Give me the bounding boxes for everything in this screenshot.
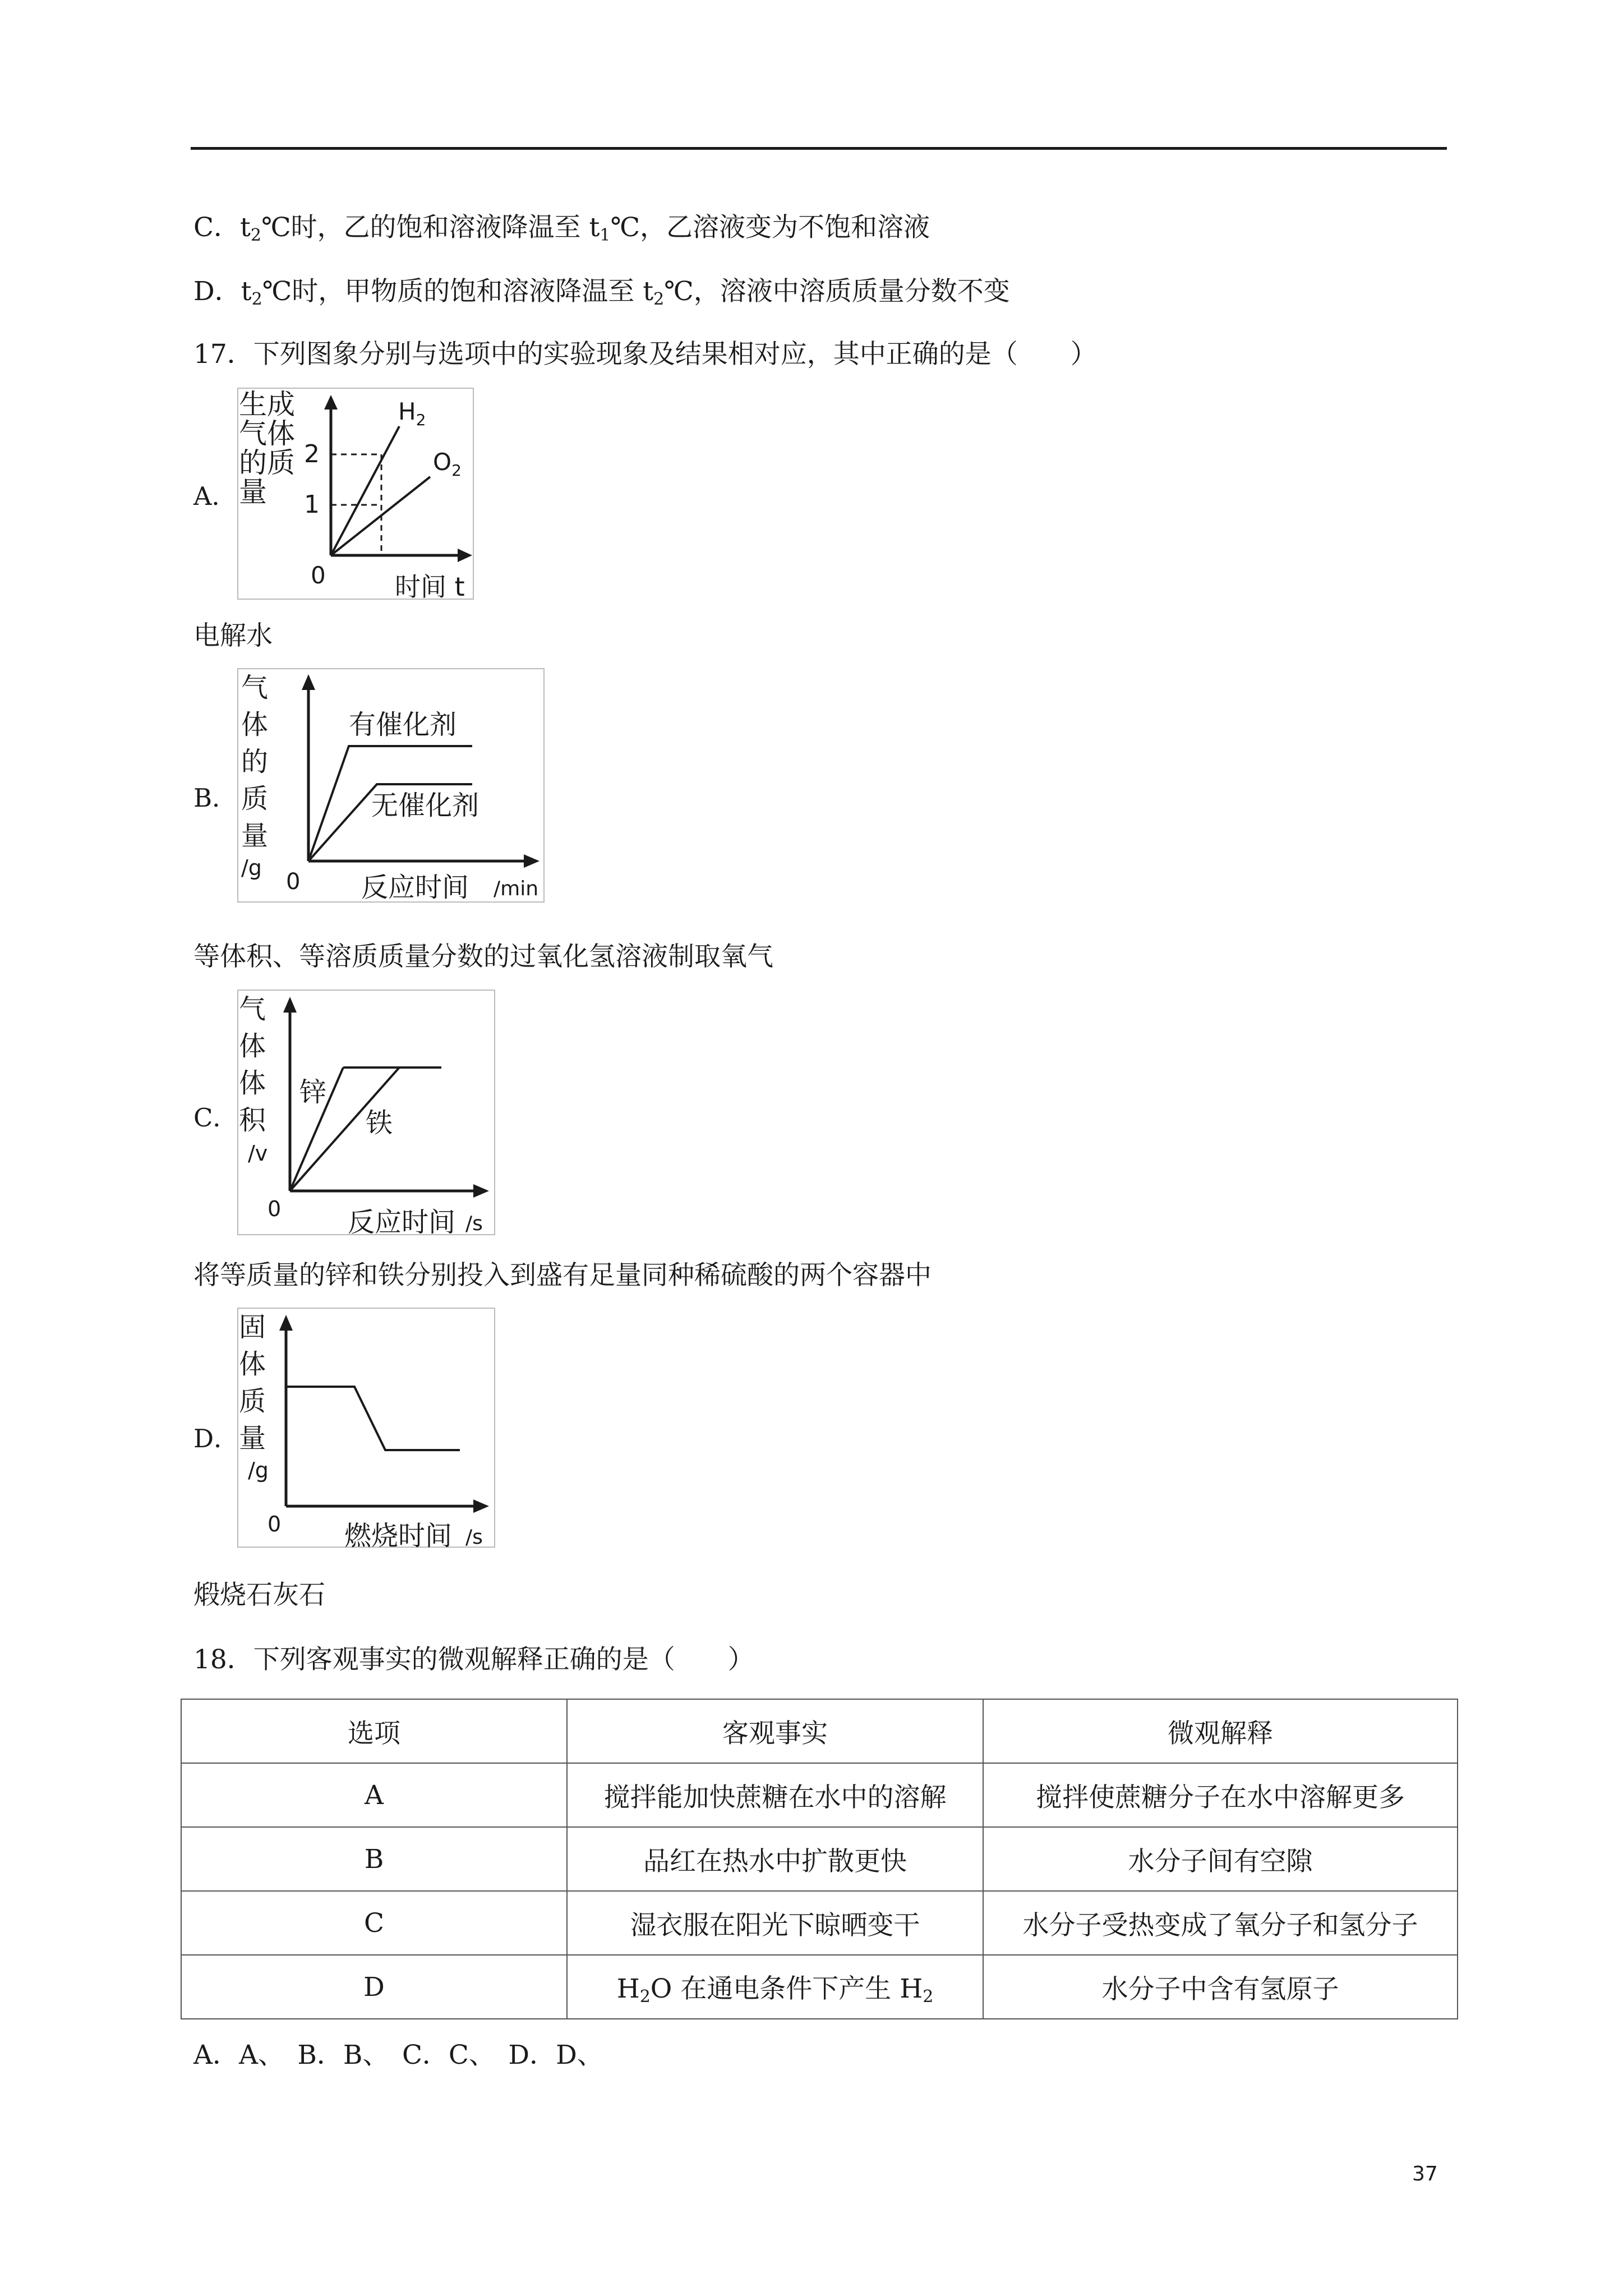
svg-text:体: 体 xyxy=(239,1068,266,1099)
svg-text:铁: 铁 xyxy=(366,1107,393,1139)
svg-text:反应时间: 反应时间 xyxy=(361,872,469,903)
table-header: 选项 xyxy=(181,1699,567,1763)
svg-text:时间 t: 时间 t xyxy=(395,572,465,600)
table-header: 客观事实 xyxy=(567,1699,983,1763)
svg-text:量: 量 xyxy=(239,476,267,508)
table-cell: 水分子中含有氢原子 xyxy=(983,1955,1458,2019)
question-18-stem: 18．下列客观事实的微观解释正确的是（ ） xyxy=(193,1644,754,1675)
graph-catalyst-oxygen xyxy=(237,668,545,903)
header-rule xyxy=(191,147,1447,150)
svg-text:质: 质 xyxy=(241,783,269,815)
svg-text:0: 0 xyxy=(311,562,326,589)
graph-electrolysis-water xyxy=(237,387,475,600)
q18-answer-choices: A．A、 B．B、 C．C、 D．D、 xyxy=(193,2040,603,2070)
table-cell: 搅拌使蔗糖分子在水中溶解更多 xyxy=(983,1763,1458,1827)
svg-text:/g: /g xyxy=(248,1458,269,1483)
svg-text:/g: /g xyxy=(241,855,262,880)
option-b-label: B． xyxy=(193,783,238,813)
svg-text:1: 1 xyxy=(304,490,320,519)
table-row xyxy=(181,1763,1458,1827)
option-c-line: C．$t_2℃$时，乙的饱和溶液降温至 $t_1℃$，乙溶液变为不饱和溶液 xyxy=(193,212,930,245)
svg-text:2: 2 xyxy=(304,440,320,468)
graph-zinc-iron xyxy=(237,989,496,1236)
svg-text:O2: $O_2$ xyxy=(433,448,462,480)
option-d-label: D． xyxy=(193,1424,239,1453)
svg-text:气: 气 xyxy=(239,993,266,1025)
page-number: 37 xyxy=(1412,2162,1438,2185)
option-c-label: C． xyxy=(193,1103,238,1133)
table-row xyxy=(181,1891,1458,1955)
svg-text:生成: 生成 xyxy=(239,388,295,421)
question-17-stem: 17．下列图象分别与选项中的实验现象及结果相对应，其中正确的是（ ） xyxy=(193,339,1097,370)
svg-text:质: 质 xyxy=(239,1386,266,1417)
svg-text:的: 的 xyxy=(241,746,269,777)
table-cell: 品红在热水中扩散更快 xyxy=(567,1827,983,1891)
option-a-caption: 电解水 xyxy=(193,620,273,651)
table-cell: 搅拌能加快蔗糖在水中的溶解 xyxy=(567,1763,983,1827)
svg-text:量: 量 xyxy=(241,820,269,852)
option-d-caption: 煅烧石灰石 xyxy=(193,1580,325,1611)
svg-text:有催化剂: 有催化剂 xyxy=(349,709,457,740)
svg-text:/min: /min xyxy=(494,877,539,900)
svg-text:气体: 气体 xyxy=(239,417,295,450)
option-d-line: D．$t_2℃$时，甲物质的饱和溶液降温至 $t_2℃$，溶液中溶质质量分数不变 xyxy=(193,276,1010,309)
svg-text:0: 0 xyxy=(286,869,301,895)
svg-text:0: 0 xyxy=(268,1197,282,1221)
svg-text:体: 体 xyxy=(241,709,269,740)
svg-text:H2: $H_2$ xyxy=(398,398,426,429)
svg-text:/s: /s xyxy=(465,1526,483,1548)
table-cell: 水分子间有空隙 xyxy=(983,1827,1458,1891)
svg-text:气: 气 xyxy=(241,672,269,703)
svg-text:体: 体 xyxy=(239,1030,266,1062)
table-row xyxy=(181,1955,1458,2019)
table-cell: B xyxy=(181,1827,567,1891)
svg-text:固: 固 xyxy=(239,1312,266,1343)
table-cell: D xyxy=(181,1955,567,2019)
table-row xyxy=(181,1827,1458,1891)
table-cell: 水分子受热变成了氧分子和氢分子 xyxy=(983,1891,1458,1955)
q18-table xyxy=(181,1699,1458,2019)
svg-text:体: 体 xyxy=(239,1349,266,1380)
table-header-row xyxy=(181,1699,1458,1763)
svg-text:锌: 锌 xyxy=(299,1076,327,1108)
graph-limestone-calcination xyxy=(237,1307,496,1548)
svg-text:/v: /v xyxy=(248,1141,268,1166)
svg-text:无催化剂: 无催化剂 xyxy=(371,790,479,821)
svg-text:量: 量 xyxy=(239,1423,266,1454)
table-cell: $H_2O$ 在通电条件下产生 $H_2$ xyxy=(567,1955,983,2019)
table-header: 微观解释 xyxy=(983,1699,1458,1763)
svg-text:0: 0 xyxy=(268,1512,282,1536)
option-b-caption: 等体积、等溶质质量分数的过氧化氢溶液制取氧气 xyxy=(193,941,773,972)
table-cell: 湿衣服在阳光下晾晒变干 xyxy=(567,1891,983,1955)
option-c-caption: 将等质量的锌和铁分别投入到盛有足量同种稀硫酸的两个容器中 xyxy=(193,1260,932,1291)
table-cell: A xyxy=(181,1763,567,1827)
svg-text:燃烧时间: 燃烧时间 xyxy=(344,1520,453,1548)
svg-text:的质: 的质 xyxy=(239,447,295,479)
svg-text:积: 积 xyxy=(239,1105,266,1136)
svg-text:/s: /s xyxy=(465,1212,483,1235)
svg-text:反应时间: 反应时间 xyxy=(348,1207,456,1236)
table-cell: C xyxy=(181,1891,567,1955)
option-a-label: A． xyxy=(193,481,237,511)
